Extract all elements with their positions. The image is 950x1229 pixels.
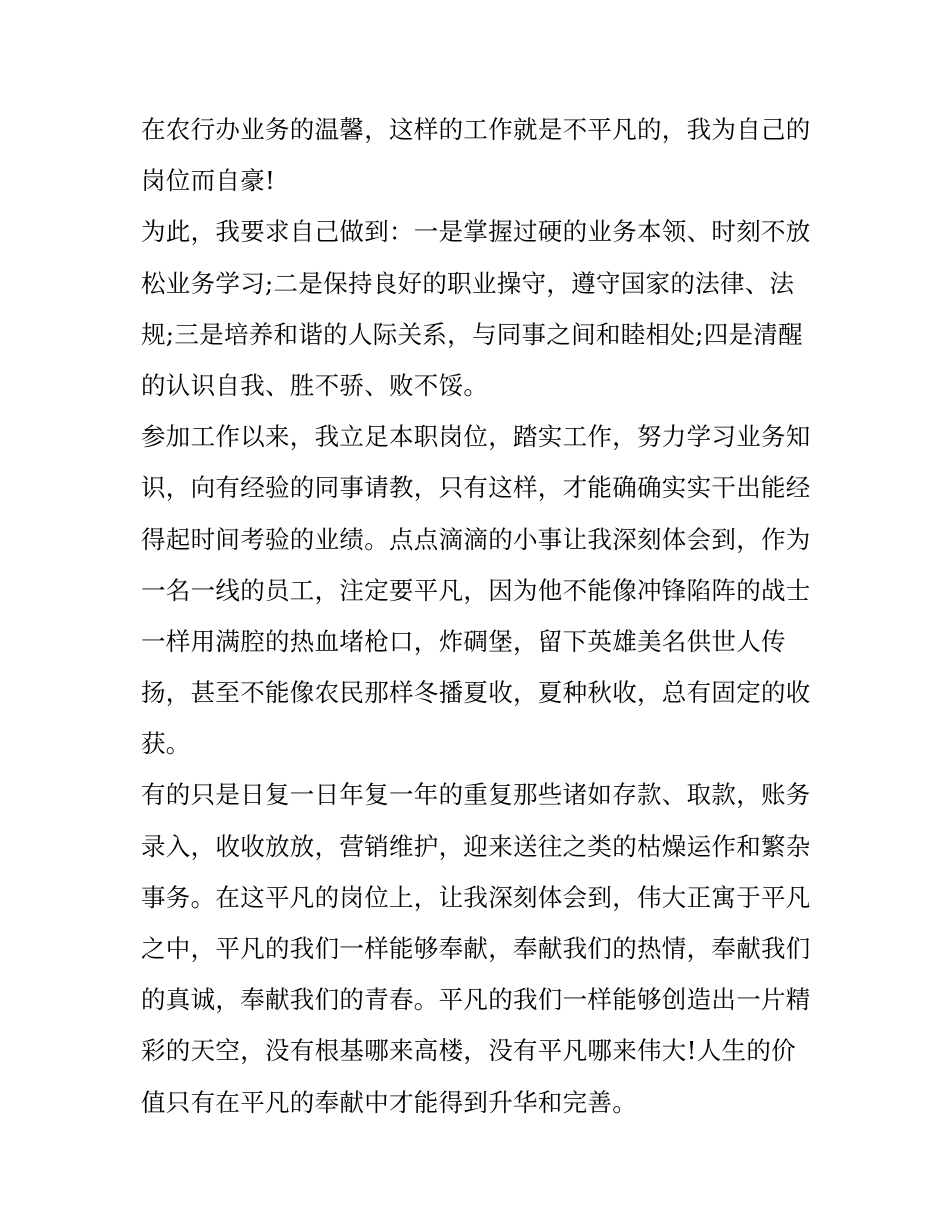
document-body (141, 104, 816, 1128)
text-line: 事务。在这平凡的岗位上，让我深刻体会到，伟大正寓于平凡 (141, 882, 811, 912)
text-line: 参加工作以来，我立足本职岗位，踏实工作，努力学习业务知 (141, 422, 811, 452)
text-line: 松业务学习;二是保持良好的职业操守，遵守国家的法律、法 (141, 268, 795, 298)
text-line: 录入，收收放放，营销维护，迎来送往之类的枯燥运作和繁杂 (141, 831, 811, 861)
text-line: 识，向有经验的同事请教，只有这样，才能确确实实干出能经 (141, 473, 811, 503)
text-line: 岗位而自豪! (141, 166, 276, 196)
text-line: 一样用满腔的热血堵枪口，炸碉堡，留下英雄美名供世人传 (141, 626, 786, 656)
text-line: 值只有在平凡的奉献中才能得到升华和完善。 (141, 1087, 637, 1117)
text-line: 为此，我要求自己做到：一是掌握过硬的业务本领、时刻不放 (141, 217, 811, 247)
text-line: 在农行办业务的温馨，这样的工作就是不平凡的，我为自己的 (141, 115, 811, 144)
text-line: 之中，平凡的我们一样能够奉献，奉献我们的热情，奉献我们 (141, 934, 811, 963)
text-line: 彩的天空，没有根基哪来高楼，没有平凡哪来伟大!人生的价 (141, 1036, 796, 1066)
text-line: 扬，甚至不能像农民那样冬播夏收，夏种秋收，总有固定的收 (141, 678, 811, 708)
text-line: 获。 (141, 729, 191, 759)
text-line: 得起时间考验的业绩。点点滴滴的小事让我深刻体会到，作为 (141, 524, 811, 554)
text-line: 规;三是培养和谐的人际关系，与同事之间和睦相处;四是清醒 (141, 319, 803, 349)
text-line: 的认识自我、胜不骄、败不馁。 (141, 370, 489, 400)
text-line: 一名一线的员工，注定要平凡，因为他不能像冲锋陷阵的战士 (141, 575, 811, 605)
text-line: 有的只是日复一日年复一年的重复那些诸如存款、取款，账务 (141, 780, 811, 810)
text-line: 的真诚，奉献我们的青春。平凡的我们一样能够创造出一片精 (141, 985, 811, 1015)
